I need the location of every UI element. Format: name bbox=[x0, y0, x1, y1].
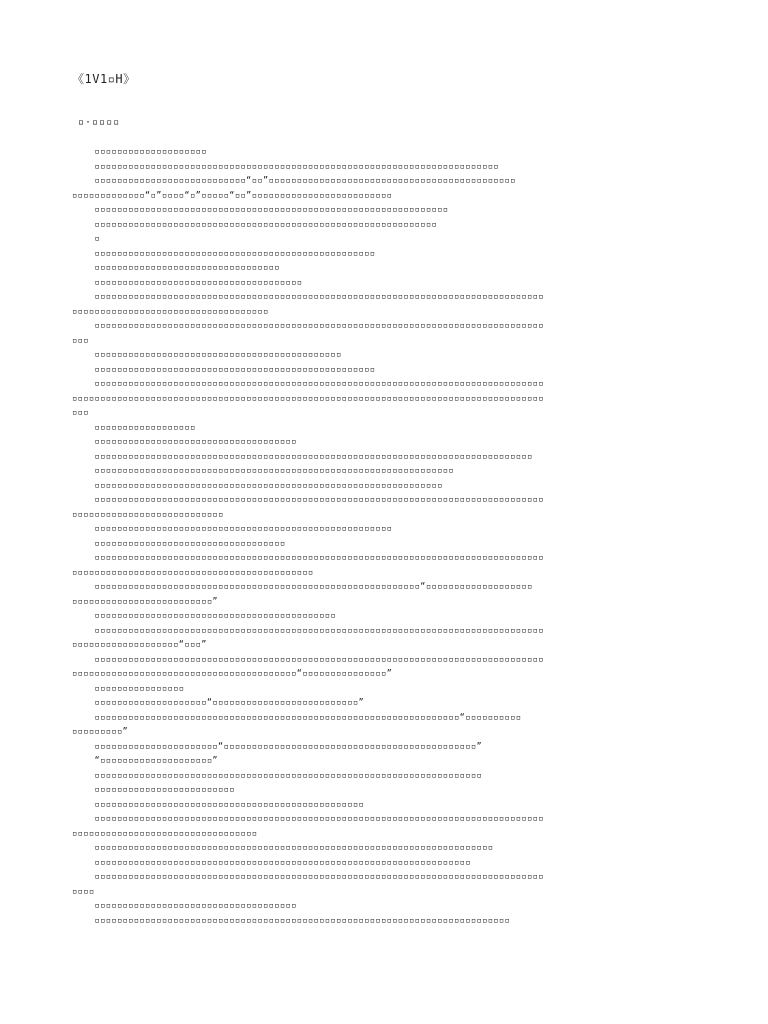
text-line: ▫▫▫▫▫▫▫▫▫▫▫▫▫▫▫▫▫▫▫▫“▫▫▫▫▫▫▫▫▫▫▫▫▫▫▫▫▫▫▫▫▫▫▫▫▫▫” bbox=[72, 698, 365, 708]
text-line: ▫▫▫▫▫▫▫▫▫▫▫▫▫“▫”▫▫▫▫“▫”▫▫▫▫▫“▫▫”▫▫▫▫▫▫▫▫▫▫▫▫▫▫▫▫▫▫▫▫▫▫▫▫▫ bbox=[72, 190, 393, 201]
text-line: ▫▫▫▫▫▫▫▫▫▫▫▫▫▫▫▫▫▫▫▫▫▫▫▫▫▫▫▫▫▫▫▫▫▫▫▫▫▫▫▫▫▫▫ bbox=[72, 611, 337, 621]
text-line: ▫▫▫▫▫▫▫▫▫▫▫▫▫▫▫▫▫▫▫▫▫▫▫▫▫▫▫▫▫▫▫▫▫▫▫▫▫▫▫▫▫▫▫▫▫▫▫▫▫▫▫▫▫▫▫▫▫▫▫▫▫▫▫▫▫▫▫▫▫▫▫▫▫▫▫▫▫▫▫▫ bbox=[72, 553, 544, 563]
text-line: ▫▫▫▫▫▫▫▫▫▫▫▫▫▫▫▫▫▫▫▫▫▫▫▫▫▫▫▫▫▫▫▫▫▫▫▫▫▫▫▫“▫▫▫▫▫▫▫▫▫▫▫▫▫▫▫” bbox=[72, 669, 393, 679]
text-line: ▫▫▫ bbox=[72, 408, 89, 418]
text-line: ▫▫▫▫▫▫▫▫▫▫▫▫▫▫▫▫▫▫▫▫▫▫▫▫▫▫▫▫▫▫▫▫▫▫▫▫▫▫▫▫▫▫▫▫▫▫▫▫▫▫ bbox=[72, 364, 376, 375]
text-line: ▫▫▫▫▫▫▫▫▫▫▫▫▫▫▫▫▫▫▫▫▫▫▫▫▫▫▫▫▫▫▫▫▫▫▫▫▫▫▫▫▫▫▫▫▫▫▫▫▫▫▫▫▫▫▫▫▫▫▫▫▫▫▫▫▫▫▫▫▫▫▫▫▫▫▫▫▫▫▫▫ bbox=[72, 321, 544, 331]
text-line: ▫▫▫▫ bbox=[72, 886, 95, 897]
text-line: ▫▫▫▫▫▫▫▫▫▫▫▫▫▫▫▫▫▫▫▫▫▫▫▫▫▫▫▫▫▫▫▫▫▫▫▫▫▫▫▫▫▫▫▫▫▫▫▫▫▫▫▫▫▫▫▫▫▫▫▫▫▫▫▫▫▫▫▫▫▫▫▫▫▫▫▫▫▫▫▫ bbox=[72, 625, 544, 636]
text-line: ▫▫▫▫▫▫▫▫▫▫▫▫▫▫▫▫▫▫▫▫▫▫▫▫▫▫▫▫▫▫▫▫▫▫▫▫▫▫▫▫▫▫▫▫▫▫▫▫▫▫▫▫▫▫▫▫▫▫▫▫▫▫▫▫▫“▫▫▫▫▫▫▫▫▫▫ bbox=[72, 712, 522, 723]
text-line: ▫▫▫▫▫▫▫▫▫▫▫▫▫▫▫▫▫▫▫▫▫▫▫▫▫▫▫▫▫▫▫▫▫▫▫▫▫▫▫▫▫▫▫▫▫▫▫▫▫▫▫▫▫▫▫▫▫▫▫▫▫ bbox=[72, 219, 438, 230]
text-line: ▫▫▫▫▫▫▫▫▫▫▫▫▫▫▫▫▫▫▫▫▫▫▫▫▫▫▫▫▫▫▫▫▫▫▫▫▫▫▫▫▫▫▫▫▫▫▫▫▫▫▫▫▫▫▫▫▫▫▫▫▫▫▫▫▫▫▫ bbox=[72, 857, 471, 868]
text-line: ▫▫▫▫▫▫▫▫▫▫▫▫▫▫▫▫▫▫▫▫▫▫▫▫▫▫▫▫▫▫▫▫▫▫▫▫▫▫▫▫▫▫▫▫▫▫▫▫▫▫▫▫▫▫▫▫▫▫▫▫▫▫ bbox=[72, 480, 443, 491]
text-line: ▫▫▫▫▫▫▫▫▫▫▫▫▫▫▫▫▫▫▫▫▫▫▫▫▫▫▫▫▫▫▫▫▫▫▫▫▫▫▫▫▫▫▫▫▫▫▫▫▫▫▫▫▫▫▫▫▫▫“▫▫▫▫▫▫▫▫▫▫▫▫▫▫▫▫▫▫▫ bbox=[72, 582, 533, 592]
text-line: ▫▫▫▫▫▫▫▫▫▫▫▫▫▫▫▫▫▫▫▫▫▫▫▫▫▫▫▫▫▫▫▫▫▫▫▫▫▫▫▫▫▫▫▫▫▫▫▫▫▫▫▫▫▫▫▫▫▫▫▫▫▫▫▫▫▫▫▫▫▫▫▫▫▫▫▫▫▫▫▫ bbox=[72, 654, 544, 665]
text-line: ▫ bbox=[72, 234, 101, 244]
text-line: ▫▫▫▫▫▫▫▫▫▫▫▫▫▫▫▫▫▫▫▫▫▫▫▫▫▫▫▫▫▫▫▫▫▫ bbox=[72, 538, 286, 549]
text-line: ▫▫▫▫▫▫▫▫▫▫▫▫▫▫▫▫▫▫▫▫▫▫▫▫▫▫▫▫▫▫▫▫▫▫▫▫▫▫▫▫▫▫▫▫▫▫▫▫▫▫▫▫▫▫▫▫▫▫▫▫▫▫▫▫▫▫▫▫▫▫▫▫▫▫▫▫▫▫ bbox=[72, 451, 533, 462]
text-line: ▫▫▫▫▫▫▫▫▫▫▫▫▫▫▫▫▫▫▫▫▫▫▫▫▫▫▫▫▫▫▫▫▫▫▫▫▫▫▫▫▫▫▫▫ bbox=[72, 350, 342, 360]
text-line: ▫▫▫▫▫▫▫▫▫▫▫▫▫▫▫▫▫▫▫▫▫▫▫▫▫▫▫▫▫▫▫▫▫▫▫▫▫▫▫▫▫▫▫▫▫▫▫▫▫▫ bbox=[72, 248, 376, 259]
text-line: ▫▫▫▫▫▫▫▫▫▫▫▫▫▫▫▫▫▫▫▫▫▫▫▫▫▫▫▫▫▫▫▫▫▫▫▫▫▫▫▫▫▫▫▫▫▫▫▫▫▫▫▫▫▫▫▫▫▫▫▫▫▫▫▫▫▫▫▫▫▫▫▫ bbox=[72, 161, 499, 172]
text-line: ▫▫▫▫▫▫▫▫▫▫▫▫▫▫▫▫▫▫▫▫▫▫▫▫▫▫▫▫▫▫▫▫▫▫▫▫▫▫▫▫▫▫▫▫▫▫▫▫▫▫▫▫▫▫▫▫▫▫▫▫▫▫▫▫▫▫▫▫▫▫▫▫▫▫ bbox=[72, 915, 511, 926]
text-line: ▫▫▫▫▫▫▫▫▫▫▫▫▫▫▫▫▫▫▫▫▫▫▫▫▫▫▫▫▫▫▫▫▫▫▫ bbox=[72, 306, 269, 317]
text-line: ▫▫▫▫▫▫▫▫▫▫▫▫▫▫▫▫▫▫▫▫▫▫▫▫▫▫▫▫▫▫▫▫▫ bbox=[72, 828, 258, 839]
text-line: ▫▫▫▫▫▫▫▫▫▫▫▫▫▫▫▫▫▫▫▫▫▫▫▫▫▫▫▫▫▫▫▫▫▫▫▫▫▫▫▫▫▫▫▫▫▫▫▫▫▫▫▫▫▫▫▫▫▫▫▫▫▫▫▫▫▫▫▫▫ bbox=[72, 770, 483, 781]
text-line: ▫▫▫▫▫▫▫▫▫▫▫▫▫▫▫▫▫▫▫▫ bbox=[72, 147, 207, 157]
text-line: ▫▫▫▫▫▫▫▫▫▫▫▫▫▫▫▫▫▫▫▫▫▫▫▫▫▫▫▫▫▫▫▫▫▫▫▫▫ bbox=[72, 277, 303, 288]
text-line: ▫▫▫▫▫▫▫▫▫▫▫▫▫▫▫▫▫▫▫▫▫▫▫▫▫▫▫▫▫▫▫▫▫ bbox=[72, 263, 280, 273]
text-line: ▫▫▫▫▫▫▫▫▫▫▫▫▫▫▫▫▫▫▫▫▫▫▫▫▫▫▫▫▫▫▫▫▫▫▫▫▫▫▫▫▫▫▫▫▫▫▫▫▫▫▫▫▫▫▫▫▫▫▫▫▫▫▫▫▫▫▫▫▫▫▫▫▫▫▫▫▫▫▫▫ bbox=[72, 495, 544, 505]
text-line: ▫▫▫▫▫▫▫▫▫▫▫▫▫▫▫▫▫▫▫▫▫▫▫▫▫▫▫▫▫▫▫▫▫▫▫▫▫▫▫▫▫▫▫▫▫▫▫▫▫▫▫▫▫▫▫▫▫▫▫▫▫▫▫ bbox=[72, 205, 449, 215]
text-line: ▫▫▫▫▫▫▫▫▫▫▫▫▫▫▫▫▫▫▫▫▫▫▫▫▫▫▫ bbox=[72, 509, 224, 520]
text-line: ▫▫▫▫▫▫▫▫▫▫▫▫▫▫▫▫▫▫▫▫▫▫▫▫▫▫▫▫▫▫▫▫▫▫▫▫▫▫▫▫▫▫▫▫▫▫▫▫▫▫▫▫▫▫▫▫▫▫▫▫▫▫▫▫▫▫▫▫▫▫▫▫▫▫▫▫▫▫▫▫ bbox=[72, 814, 544, 824]
text-line: ▫▫▫▫▫▫▫▫▫▫▫▫▫▫▫▫▫▫▫▫▫▫“▫▫▫▫▫▫▫▫▫▫▫▫▫▫▫▫▫▫▫▫▫▫▫▫▫▫▫▫▫▫▫▫▫▫▫▫▫▫▫▫▫▫▫▫▫” bbox=[72, 741, 483, 752]
document-title: 《1V1▫H》 bbox=[72, 72, 136, 86]
document-body bbox=[72, 145, 712, 928]
text-line: ▫▫▫▫▫▫▫▫▫▫▫▫▫▫▫▫▫▫▫▫▫▫▫▫▫▫▫▫▫▫▫▫▫▫▫▫▫▫▫▫▫▫▫▫▫▫▫▫▫▫▫▫▫ bbox=[72, 524, 393, 534]
text-line: ▫▫▫▫▫▫▫▫▫▫▫▫▫▫▫▫▫▫▫▫▫▫▫▫▫▫▫▫▫▫▫▫▫▫▫▫ bbox=[72, 437, 297, 447]
text-line: ▫▫▫▫▫▫▫▫▫▫▫▫▫▫▫▫▫▫▫▫▫▫▫▫▫▫▫▫▫▫▫▫▫▫▫▫▫▫▫▫▫▫▫▫▫▫▫▫▫▫▫▫▫▫▫▫▫▫▫▫▫▫▫▫▫▫▫▫▫▫▫▫▫▫▫▫▫▫▫▫ bbox=[72, 379, 544, 389]
text-line: ▫▫▫▫▫▫▫▫▫▫▫▫▫▫▫▫▫▫▫▫▫▫▫▫▫▫▫▫▫▫▫▫▫▫▫▫▫▫▫▫▫▫▫▫▫▫▫▫ bbox=[72, 799, 365, 810]
text-line: ▫▫▫▫▫▫▫▫▫▫▫▫▫▫▫▫▫▫▫▫▫▫▫▫▫▫▫▫▫▫▫▫▫▫▫▫▫▫▫▫▫▫▫▫▫▫▫▫▫▫▫▫▫▫▫▫▫▫▫▫▫▫▫▫▫▫▫▫▫▫▫▫▫▫▫▫▫▫▫▫ bbox=[72, 292, 544, 302]
text-line: ▫▫▫▫▫▫▫▫▫▫▫▫▫▫▫▫▫▫▫▫▫▫▫▫▫▫▫▫▫▫▫▫▫▫▫▫▫▫▫▫▫▫▫ bbox=[72, 567, 314, 578]
text-line: ▫▫▫ bbox=[72, 335, 89, 346]
text-line: ▫▫▫▫▫▫▫▫▫▫▫▫▫▫▫▫▫▫▫▫▫▫▫▫▫” bbox=[72, 596, 219, 607]
section-heading: ▫·▫▫▫▫ bbox=[78, 117, 121, 128]
text-line: “▫▫▫▫▫▫▫▫▫▫▫▫▫▫▫▫▫▫▫▫” bbox=[72, 756, 219, 766]
text-line: ▫▫▫▫▫▫▫▫▫▫▫▫▫▫▫▫▫▫ bbox=[72, 422, 196, 433]
text-line: ▫▫▫▫▫▫▫▫▫▫▫▫▫▫▫▫▫▫▫▫▫▫▫▫▫▫▫▫▫▫▫▫▫▫▫▫▫▫▫▫▫▫▫▫▫▫▫▫▫▫▫▫▫▫▫▫▫▫▫▫▫▫▫▫ bbox=[72, 466, 454, 476]
text-line: ▫▫▫▫▫▫▫▫▫▫▫▫▫▫▫▫▫▫▫▫▫▫▫▫▫ bbox=[72, 785, 235, 795]
text-line: ▫▫▫▫▫▫▫▫▫▫▫▫▫▫▫▫▫▫▫▫▫▫▫▫▫▫▫▫▫▫▫▫▫▫▫▫ bbox=[72, 901, 297, 911]
text-line: ▫▫▫▫▫▫▫▫▫▫▫▫▫▫▫▫▫▫▫“▫▫▫” bbox=[72, 640, 207, 650]
text-line: ▫▫▫▫▫▫▫▫▫▫▫▫▫▫▫▫▫▫▫▫▫▫▫▫▫▫▫▫▫▫▫▫▫▫▫▫▫▫▫▫▫▫▫▫▫▫▫▫▫▫▫▫▫▫▫▫▫▫▫▫▫▫▫▫▫▫▫▫▫▫▫ bbox=[72, 843, 494, 853]
text-line: ▫▫▫▫▫▫▫▫▫” bbox=[72, 727, 129, 737]
text-line: ▫▫▫▫▫▫▫▫▫▫▫▫▫▫▫▫▫▫▫▫▫▫▫▫▫▫▫“▫▫”▫▫▫▫▫▫▫▫▫▫▫▫▫▫▫▫▫▫▫▫▫▫▫▫▫▫▫▫▫▫▫▫▫▫▫▫▫▫▫▫▫▫▫▫ bbox=[72, 176, 516, 186]
text-line: ▫▫▫▫▫▫▫▫▫▫▫▫▫▫▫▫ bbox=[72, 683, 185, 694]
text-line: ▫▫▫▫▫▫▫▫▫▫▫▫▫▫▫▫▫▫▫▫▫▫▫▫▫▫▫▫▫▫▫▫▫▫▫▫▫▫▫▫▫▫▫▫▫▫▫▫▫▫▫▫▫▫▫▫▫▫▫▫▫▫▫▫▫▫▫▫▫▫▫▫▫▫▫▫▫▫▫▫▫▫▫▫ bbox=[72, 393, 544, 404]
text-line: ▫▫▫▫▫▫▫▫▫▫▫▫▫▫▫▫▫▫▫▫▫▫▫▫▫▫▫▫▫▫▫▫▫▫▫▫▫▫▫▫▫▫▫▫▫▫▫▫▫▫▫▫▫▫▫▫▫▫▫▫▫▫▫▫▫▫▫▫▫▫▫▫▫▫▫▫▫▫▫▫ bbox=[72, 872, 544, 882]
